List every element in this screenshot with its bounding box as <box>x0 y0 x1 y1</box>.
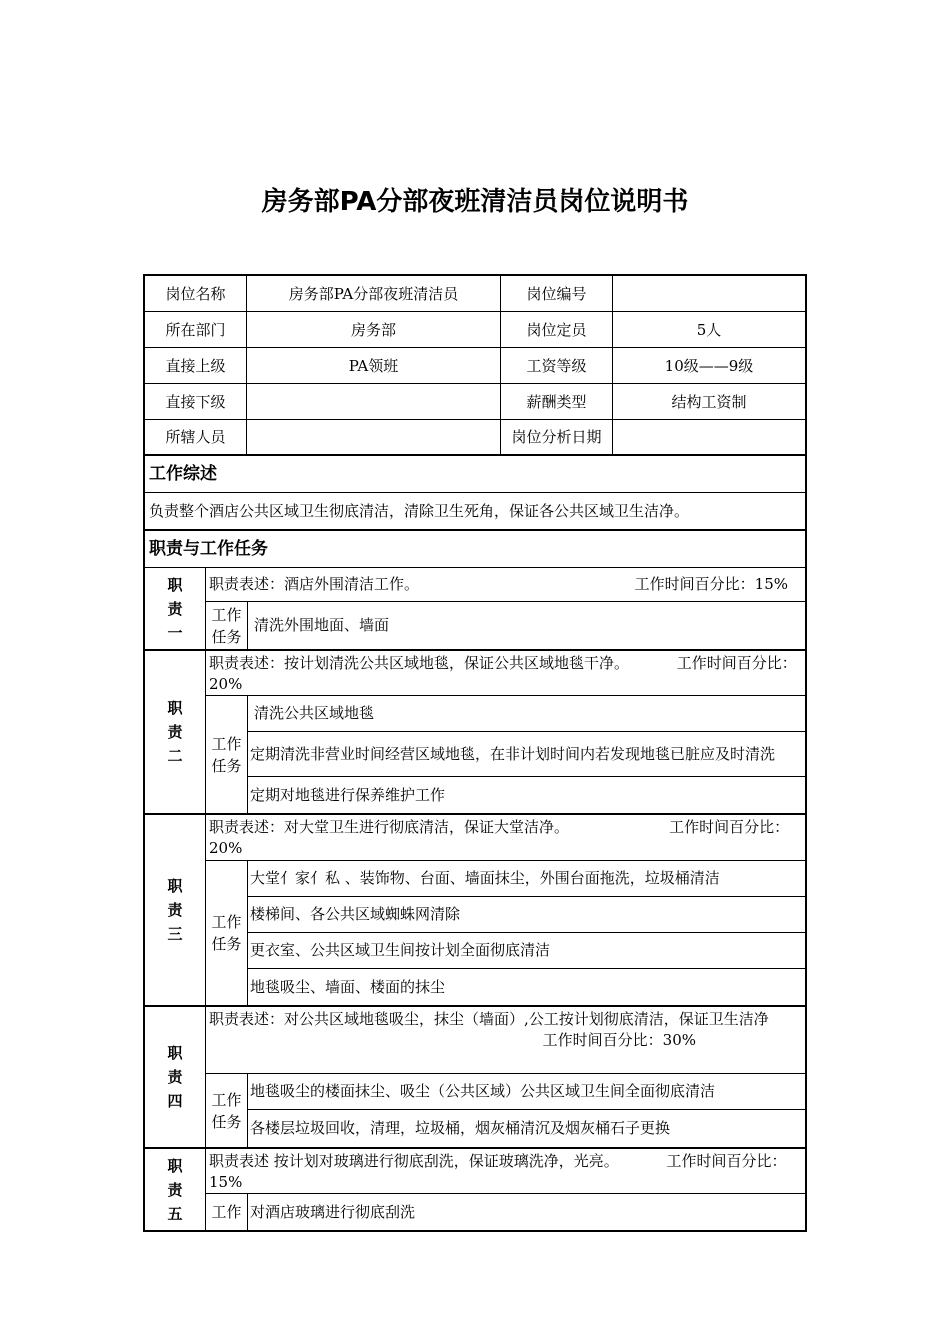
task-item: 清洗外围地面、墙面 <box>254 616 390 634</box>
superior-value: PA领班 <box>247 348 501 383</box>
pay-type-value: 结构工资制 <box>671 392 747 411</box>
task-item: 清洗公共区域地毯 <box>248 696 805 732</box>
duty-label <box>145 815 206 1005</box>
duty-label <box>145 1007 206 1147</box>
task-label-text: 工作 <box>211 734 242 753</box>
duty-label-char: 二 <box>167 747 183 765</box>
analysis-date-value <box>613 420 805 454</box>
summary-heading: 工作综述 <box>145 456 805 493</box>
duty-block <box>145 651 805 815</box>
subordinate-value <box>247 384 501 419</box>
info-row <box>145 276 805 312</box>
duty-description <box>206 651 805 696</box>
time-percentage: 工作时间百分比：30% <box>542 1031 696 1049</box>
staff-value <box>247 420 501 454</box>
duty-label-char: 责 <box>167 1068 183 1086</box>
duty-label-char: 责 <box>167 723 183 741</box>
duty-description <box>206 1007 805 1074</box>
task-label <box>206 602 248 649</box>
duty-desc-text: 职责表述：酒店外围清洁工作。 <box>209 575 420 593</box>
task-label: 工作 <box>206 1194 248 1230</box>
task-label-text: 工作 <box>211 1090 242 1109</box>
task-label-text: 任务 <box>211 935 242 953</box>
pay-type-label: 薪酬类型 <box>501 384 613 419</box>
duty-label-char: 责 <box>167 599 183 618</box>
department-value: 房务部 <box>247 312 501 347</box>
task-item: 定期清洗非营业时间经营区域地毯，在非计划时间内若发现地毯已脏应及时清洗 <box>248 732 805 777</box>
info-row <box>145 312 805 348</box>
duty-label-char: 职 <box>167 877 183 895</box>
duty-block <box>145 1007 805 1149</box>
task-label-text: 工作 <box>211 913 242 931</box>
analysis-date-label: 岗位分析日期 <box>501 420 613 454</box>
basic-info-section <box>145 276 805 456</box>
task-label-text: 任务 <box>211 627 242 646</box>
position-code-value <box>613 276 805 311</box>
page-title: 房务部PA分部夜班清洁员岗位说明书 <box>261 187 689 217</box>
staff-label: 所辖人员 <box>145 420 247 454</box>
duty-label-char: 责 <box>167 901 183 919</box>
duty-block <box>145 1149 805 1230</box>
task-item: 地毯吸尘、墙面、楼面的抹尘 <box>250 977 446 996</box>
duty-label-char: 职 <box>167 1156 183 1175</box>
headcount-value: 5人 <box>696 320 722 339</box>
duty-description <box>206 568 805 602</box>
position-name-label: 岗位名称 <box>145 276 247 311</box>
duty-label-char: 职 <box>167 575 183 594</box>
position-code-label: 岗位编号 <box>501 276 613 311</box>
duty-label <box>145 1149 206 1230</box>
duty-label-char: 责 <box>167 1180 183 1199</box>
duty-label-char: 职 <box>167 699 183 717</box>
task-label <box>206 861 248 1005</box>
department-label: 所在部门 <box>145 312 247 347</box>
duty-label <box>145 568 206 649</box>
duty-desc-text: 职责表述：对公共区域地毯吸尘，抹尘（墙面）,公工按计划彻底清洁，保证卫生洁净 <box>209 1010 769 1028</box>
duty-desc-text: 职责表述：对大堂卫生进行彻底清洁，保证大堂洁净。 <box>209 818 570 836</box>
task-item: 各楼层垃圾回收，清理，垃圾桶，烟灰桶清沉及烟灰桶石子更换 <box>250 1119 671 1137</box>
duty-label-char: 三 <box>167 925 183 943</box>
position-name-value: 房务部PA分部夜班清洁员 <box>247 276 501 311</box>
time-percentage: 工作时间百分比：20% <box>209 654 797 693</box>
duty-label-char: 五 <box>167 1204 183 1223</box>
duty-description <box>206 1149 805 1194</box>
duty-block <box>145 568 805 651</box>
salary-grade-label: 工资等级 <box>501 348 613 383</box>
task-label-text: 任务 <box>211 1112 242 1131</box>
info-row <box>145 348 805 384</box>
time-percentage: 工作时间百分比：15% <box>634 575 788 593</box>
job-description-table <box>143 274 807 1232</box>
task-label <box>206 1074 248 1147</box>
task-item: 地毯吸尘的楼面抹尘、吸尘（公共区域）公共区域卫生间全面彻底清洁 <box>248 1074 805 1110</box>
info-row <box>145 384 805 420</box>
duty-desc-text: 职责表述：按计划清洗公共区域地毯，保证公共区域地毯干净。 <box>209 654 630 672</box>
duty-label-char: 四 <box>167 1092 183 1110</box>
summary-text: 负责整个酒店公共区域卫生彻底清洁，清除卫生死角，保证各公共区域卫生洁净。 <box>145 493 805 531</box>
duty-desc-text: 职责表述 按计划对玻璃进行彻底刮洗，保证玻璃洗净，光亮。 <box>209 1152 619 1170</box>
task-label-text: 任务 <box>211 756 242 775</box>
salary-grade-value: 10级——9级 <box>664 356 754 375</box>
duties-heading: 职责与工作任务 <box>145 531 805 568</box>
task-label-text: 工作 <box>211 605 242 624</box>
duty-block <box>145 815 805 1007</box>
superior-label: 直接上级 <box>145 348 247 383</box>
task-item: 更衣室、公共区域卫生间按计划全面彻底清洁 <box>248 933 805 969</box>
duty-label-char: 一 <box>167 623 183 642</box>
duty-label-char: 职 <box>167 1044 183 1062</box>
task-item: 定期对地毯进行保养维护工作 <box>250 785 446 804</box>
task-item: 楼梯间、各公共区域蜘蛛网清除 <box>248 897 805 933</box>
task-item: 对酒店玻璃进行彻底刮洗 <box>250 1202 416 1221</box>
task-label <box>206 696 248 813</box>
duty-description <box>206 815 805 861</box>
time-percentage: 工作时间百分比：20% <box>209 818 790 857</box>
time-percentage: 工作时间百分比：15% <box>209 1152 787 1191</box>
task-item: 大堂⺅家⺅私 、装饰物、台面、墙面抹尘，外围台面拖洗，垃圾桶清洁 <box>248 861 805 897</box>
headcount-label: 岗位定员 <box>501 312 613 347</box>
subordinate-label: 直接下级 <box>145 384 247 419</box>
duty-label <box>145 651 206 813</box>
info-row <box>145 420 805 456</box>
